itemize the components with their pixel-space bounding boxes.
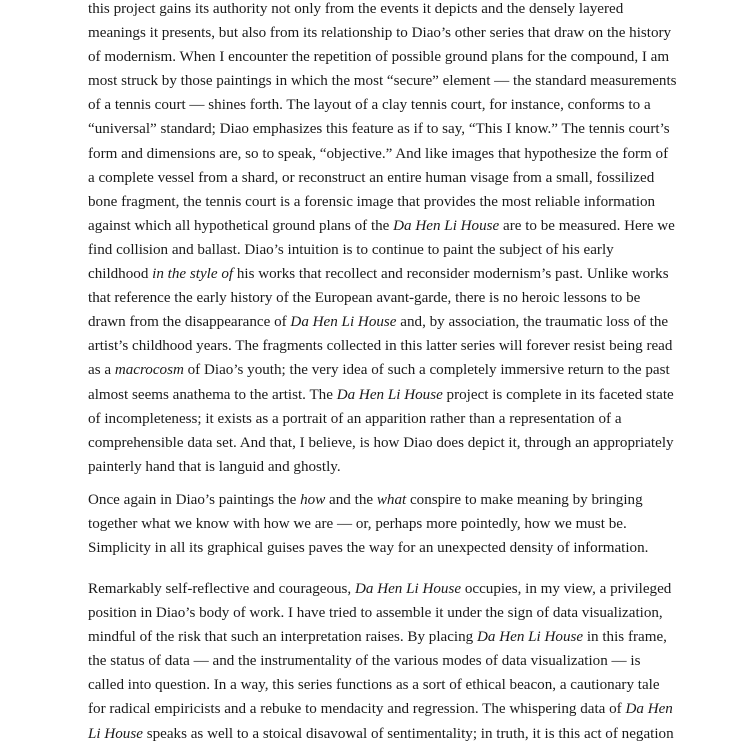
text-line	[88, 69, 677, 93]
text-line	[88, 625, 674, 649]
italic-text-run: in the style of	[152, 266, 234, 283]
text-line	[88, 536, 648, 560]
text-line	[88, 649, 674, 673]
italic-text-run: Da Hen	[625, 701, 673, 718]
text-line	[88, 697, 674, 721]
text-run: painterly hand that is languid and ghostly.	[88, 458, 341, 475]
text-line	[88, 238, 677, 262]
text-run: speaks as well to a stoical disavowal of sentimentality; in truth, it is this act of negation	[142, 725, 674, 742]
text-run: a complete vessel from a shard, or reconstruct an entire human visage from a small, fossilized	[88, 169, 655, 186]
text-line	[88, 383, 677, 407]
text-run: his works that recollect and reconsider modernism’s past. Unlike works	[233, 266, 669, 283]
text-run: of a tennis court — shines forth. The layout of a clay tennis court, for instance, conforms to a	[88, 97, 651, 114]
italic-text-run: what	[376, 492, 407, 508]
text-line	[88, 577, 674, 601]
paragraph-1	[88, 0, 677, 479]
text-line	[88, 93, 677, 117]
text-line	[88, 431, 677, 455]
text-line	[88, 166, 677, 190]
text-line	[88, 358, 677, 382]
text-run: of modernism. When I encounter the repetition of possible ground plans for the compound, I am	[88, 49, 670, 66]
text-run: for radical empiricists and a rebuke to mendacity and regression. The whispering data of	[88, 701, 626, 718]
text-run: of Diao’s youth; the very idea of such a completely immersive return to the past	[183, 362, 670, 379]
italic-text-run: Da Hen Li House	[336, 386, 443, 403]
text-line	[88, 407, 677, 431]
text-line	[88, 455, 677, 479]
italic-text-run: macrocosm	[114, 362, 184, 379]
text-line	[88, 0, 677, 21]
text-run: of incompleteness; it exists as a portrait of an apparition rather than a representation of a	[88, 410, 622, 427]
text-line	[88, 21, 677, 45]
text-line	[88, 190, 677, 214]
text-run: as a	[88, 362, 115, 379]
italic-text-run: Da Hen Li House	[354, 581, 462, 597]
text-run: occupies, in my view, a privileged	[461, 581, 672, 597]
paragraph-2	[88, 488, 648, 560]
text-run: in this frame,	[583, 629, 667, 646]
text-run: called into question. In a way, this series functions as a sort of ethical beacon, a cautionary tale	[88, 677, 660, 694]
italic-text-run: how	[300, 492, 326, 508]
italic-text-run: Da Hen Li House	[477, 629, 584, 646]
italic-text-run: Li House	[88, 725, 143, 742]
text-run: artist’s childhood years. The fragments collected in this latter series will forever resist being read	[88, 338, 673, 355]
text-line	[88, 512, 648, 536]
text-run: project is complete in its faceted state	[442, 386, 674, 403]
text-line	[88, 334, 677, 358]
text-run: find collision and ballast. Diao’s intuition is to continue to paint the subject of his early	[88, 241, 614, 258]
text-run: the status of data — and the instrumentality of the various modes of data visualization — is	[88, 653, 641, 670]
text-line	[88, 262, 677, 286]
text-run: most struck by those paintings in which the most “secure” element — the standard measurements	[88, 73, 677, 90]
text-run: almost seems anathema to the artist. The	[88, 386, 337, 403]
text-run: comprehensible data set. And that, I believe, is how Diao does depict it, through an appropriately	[88, 434, 674, 451]
text-run: form and dimensions are, so to speak, “objective.” And like images that hypothesize the form of	[88, 145, 669, 162]
italic-text-run: Da Hen Li House	[290, 314, 397, 331]
text-run: are to be measured. Here we	[499, 217, 675, 234]
text-run: bone fragment, the tennis court is a forensic image that provides the most reliable information	[88, 193, 656, 210]
text-run: Once again in Diao’s paintings the	[88, 492, 301, 508]
text-line	[88, 286, 677, 310]
text-run: Simplicity in all its graphical guises paves the way for an unexpected density of information.	[88, 540, 649, 557]
text-run: meanings it presents, but also from its relationship to Diao’s other series that draw on the history	[88, 25, 672, 42]
text-line	[88, 488, 648, 512]
text-line	[88, 310, 677, 334]
text-line	[88, 214, 677, 238]
text-run: and, by association, the traumatic loss of the	[396, 314, 669, 331]
text-line	[88, 673, 674, 697]
text-run: childhood	[88, 266, 153, 283]
text-run: this project gains its authority not only from the events it depicts and the densely layered	[88, 1, 624, 17]
text-run: position in Diao’s body of work. I have tried to assemble it under the sign of data visualization,	[88, 605, 663, 622]
text-line	[88, 142, 677, 166]
text-run: together what we know with how we are — or, perhaps more pointedly, how we must be.	[88, 516, 627, 533]
text-run: “universal” standard; Diao emphasizes this feature as if to say, “This I know.” The tennis court’s	[88, 121, 670, 138]
text-line	[88, 117, 677, 141]
text-run: Remarkably self-reflective and courageous,	[88, 581, 355, 597]
text-run: conspire to make meaning by bringing	[406, 492, 643, 508]
italic-text-run: Da Hen Li House	[393, 217, 500, 234]
text-run: that reference the early history of the European avant-garde, there is no heroic lessons to be	[88, 290, 641, 307]
text-line	[88, 45, 677, 69]
text-run: drawn from the disappearance of	[88, 314, 291, 331]
text-line	[88, 601, 674, 625]
text-run: mindful of the risk that such an interpretation raises. By placing	[88, 629, 477, 646]
paragraph-3	[88, 577, 674, 746]
text-line	[88, 722, 674, 746]
text-run: and the	[325, 492, 377, 508]
text-run: against which all hypothetical ground plans of the	[88, 217, 394, 234]
